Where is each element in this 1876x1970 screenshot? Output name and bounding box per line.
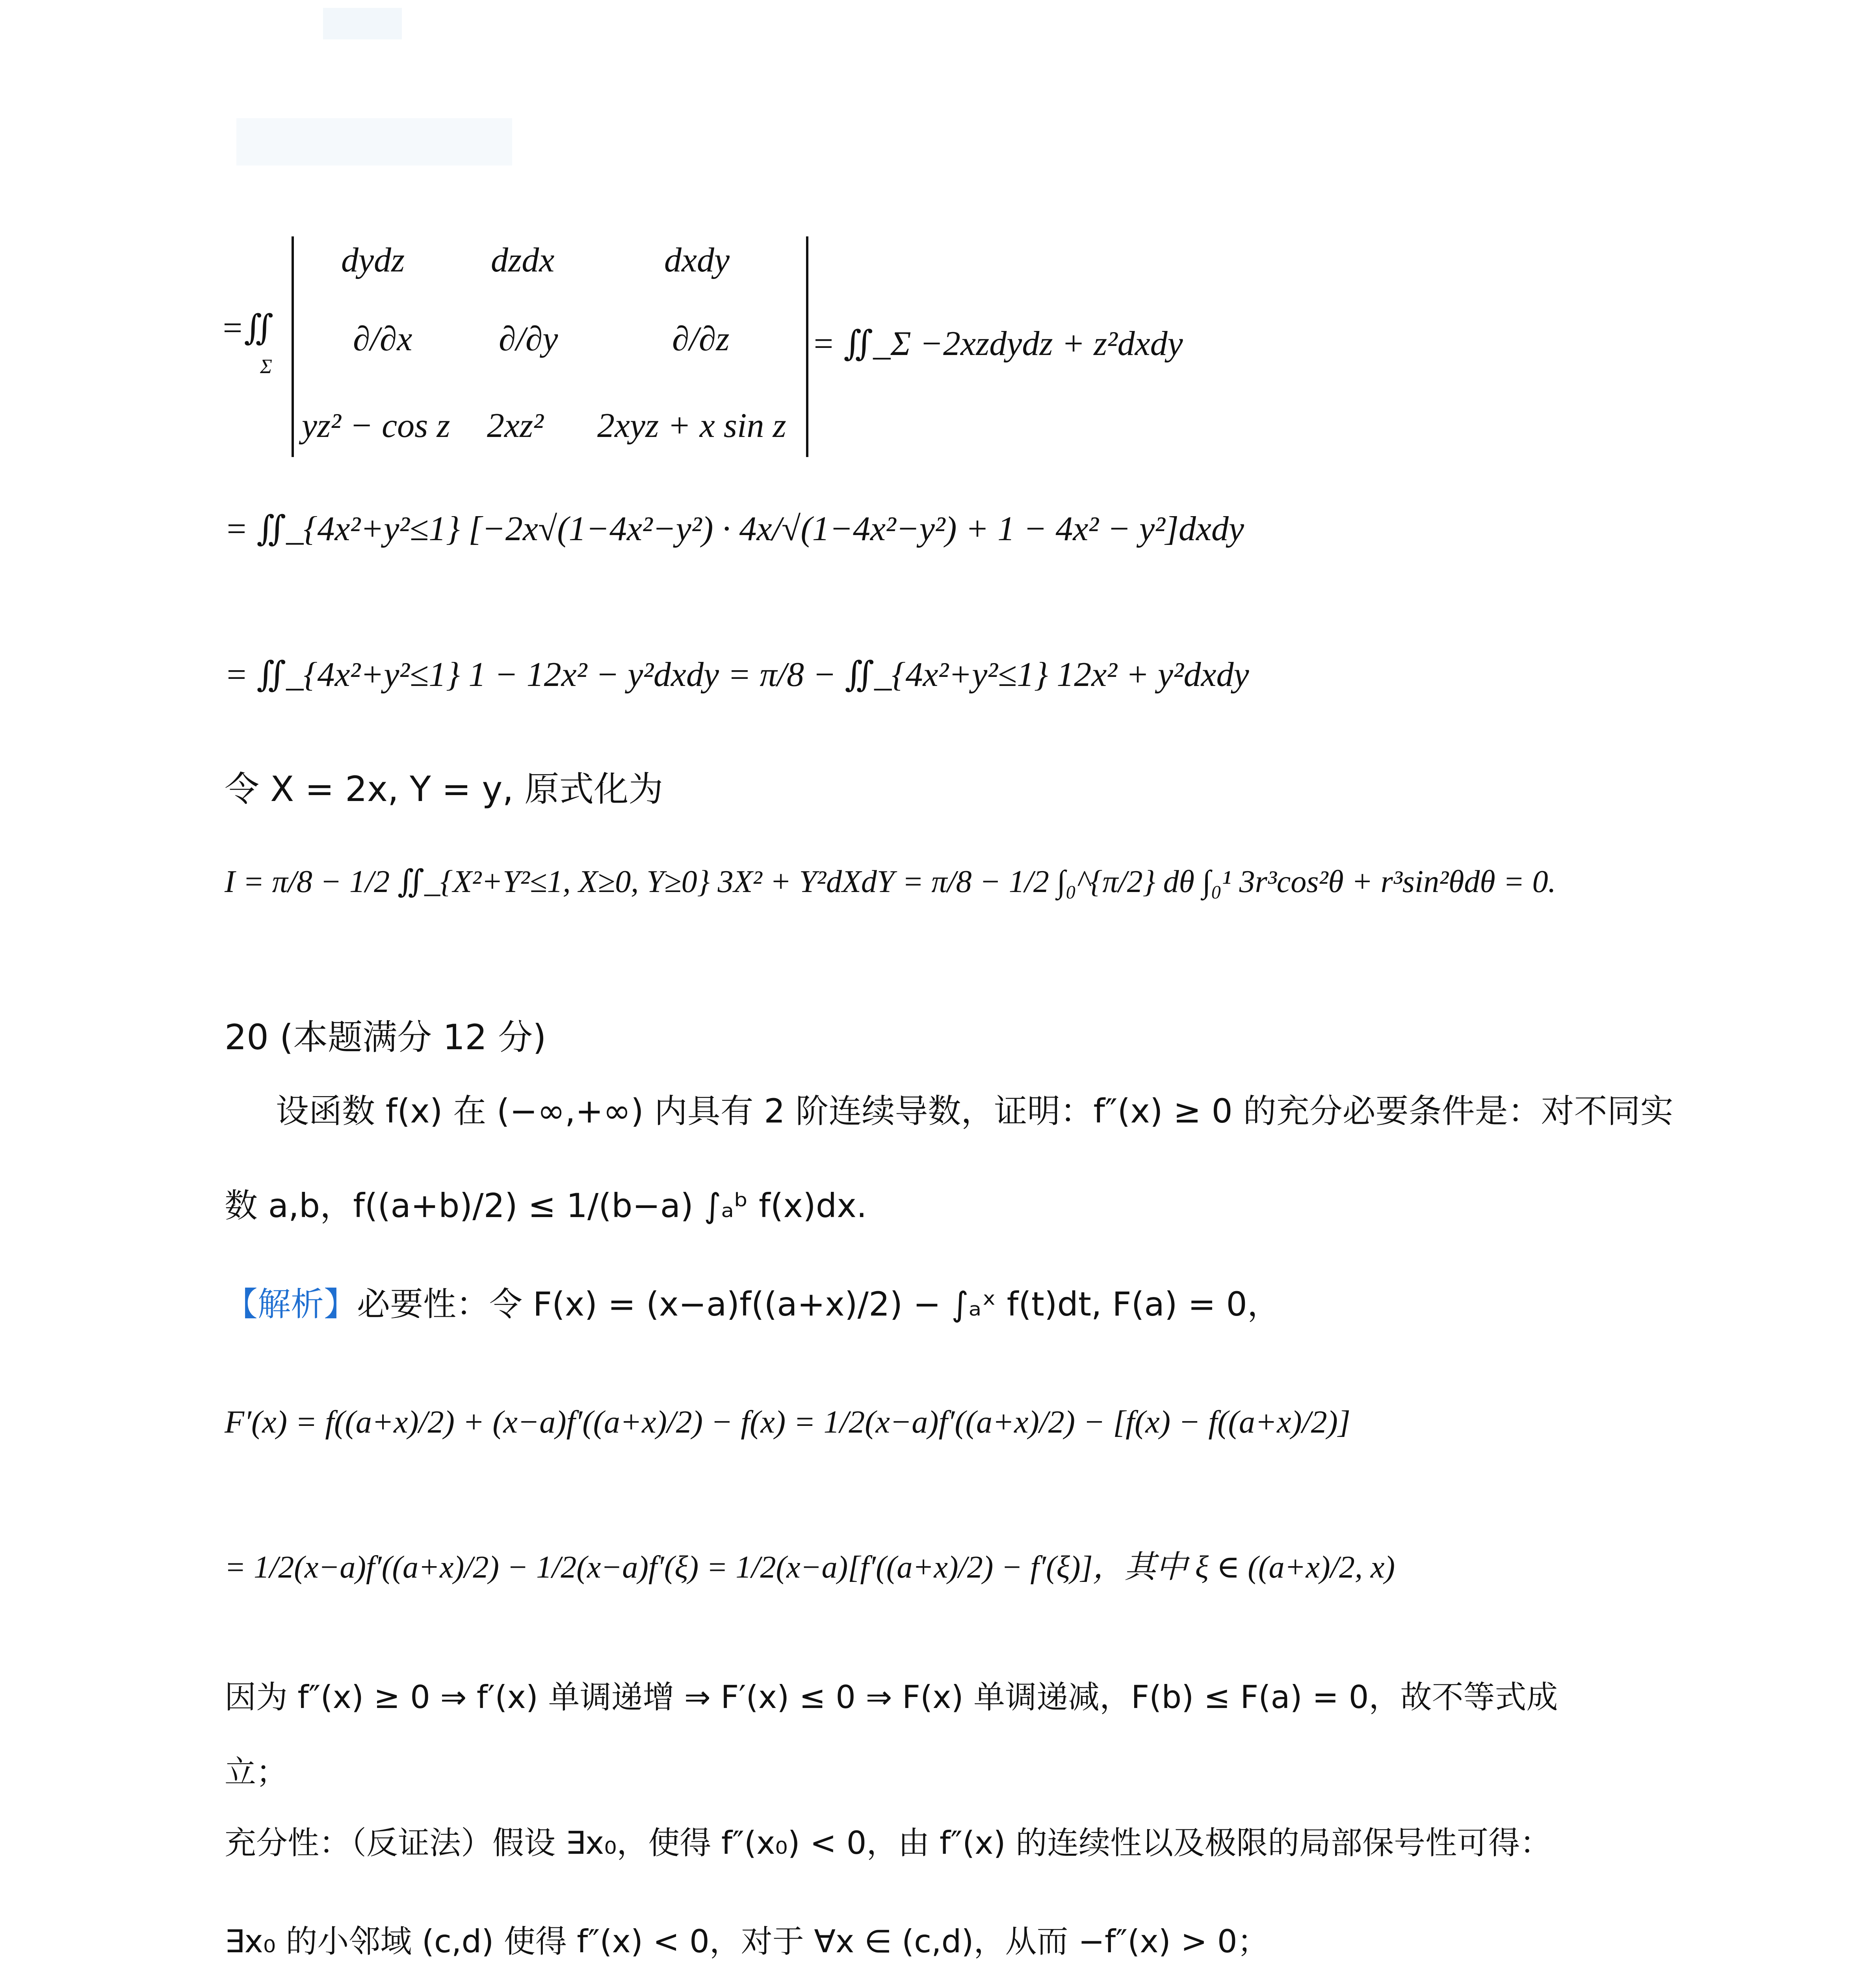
- matrix-r2c3: ∂/∂z: [672, 320, 730, 358]
- problem-heading: 20 (本题满分 12 分): [225, 1017, 546, 1057]
- solution-line-3: = 1/2(x−a)f′((a+x)/2) − 1/2(x−a)f′(ξ) = 1/2(x−a)[f′((a+x)/2) − f′(ξ)]，其中 ξ ∈ ((a+x)/2, x): [225, 1550, 1395, 1585]
- matrix-r1c2: dzdx: [491, 241, 555, 279]
- matrix-prefix: =∬: [221, 309, 274, 347]
- solution-tag: 【解析】: [225, 1285, 357, 1323]
- problem-statement-1: 设函数 f(x) 在 (−∞,+∞) 内具有 2 阶连续导数，证明：f″(x) ≥ 0 的充分必要条件是：对不同实: [276, 1092, 1674, 1130]
- matrix-sub: Σ: [260, 355, 272, 378]
- matrix-result: = ∬_Σ −2xzdydz + z²dxdy: [812, 325, 1183, 363]
- matrix-r2c2: ∂/∂y: [499, 320, 558, 358]
- faint-header-shape: [236, 118, 512, 165]
- solution-line-5: 立；: [225, 1754, 288, 1790]
- solution-line-2: F′(x) = f((a+x)/2) + (x−a)f′((a+x)/2) − f(x) = 1/2(x−a)f′((a+x)/2) − [f(x) − f((a+x)/2)]: [225, 1404, 1350, 1440]
- solution-line-4: 因为 f″(x) ≥ 0 ⇒ f′(x) 单调递增 ⇒ F′(x) ≤ 0 ⇒ F(x) 单调递减，F(b) ≤ F(a) = 0，故不等式成: [225, 1679, 1558, 1715]
- solution-line-1: [225, 1284, 1280, 1325]
- line-substitution: 令 X = 2x, Y = y, 原式化为: [225, 769, 663, 809]
- faint-top-shape: [323, 8, 402, 39]
- matrix-r3c2: 2xz²: [487, 407, 544, 445]
- matrix-r1c3: dxdy: [664, 241, 730, 279]
- matrix-r3c3: 2xyz + x sin z: [597, 407, 786, 445]
- line-integral-result: I = π/8 − 1/2 ∬_{X²+Y²≤1, X≥0, Y≥0} 3X² + Y²dXdY = π/8 − 1/2 ∫₀^{π/2} dθ ∫₀¹ 3r³cos²θ + r³sin²θdθ = 0.: [225, 864, 1556, 899]
- solution-line-6: 充分性：（反证法）假设 ∃x₀，使得 f″(x₀) < 0，由 f″(x) 的连续性以及极限的局部保号性可得：: [225, 1825, 1552, 1861]
- solution-line-7: ∃x₀ 的小邻域 (c,d) 使得 f″(x) < 0，对于 ∀x ∈ (c,d)，从而 −f″(x) > 0；: [225, 1923, 1269, 1960]
- problem-statement-2: 数 a,b，f((a+b)/2) ≤ 1/(b−a) ∫ₐᵇ f(x)dx.: [225, 1186, 867, 1225]
- matrix-r3c1: yz² − cos z: [302, 407, 450, 445]
- matrix-r1c1: dydz: [341, 241, 405, 279]
- matrix-r2c1: ∂/∂x: [353, 320, 412, 358]
- line-2: = ∬_{4x²+y²≤1} 1 − 12x² − y²dxdy = π/8 − ∬_{4x²+y²≤1} 12x² + y²dxdy: [225, 656, 1249, 694]
- solution-necessity: 必要性：令 F(x) = (x−a)f((a+x)/2) − ∫ₐˣ f(t)dt, F(a) = 0，: [357, 1285, 1280, 1323]
- line-1: = ∬_{4x²+y²≤1} [−2x√(1−4x²−y²) · 4x/√(1−4x²−y²) + 1 − 4x² − y²]dxdy: [225, 510, 1244, 548]
- determinant-matrix: [292, 236, 808, 457]
